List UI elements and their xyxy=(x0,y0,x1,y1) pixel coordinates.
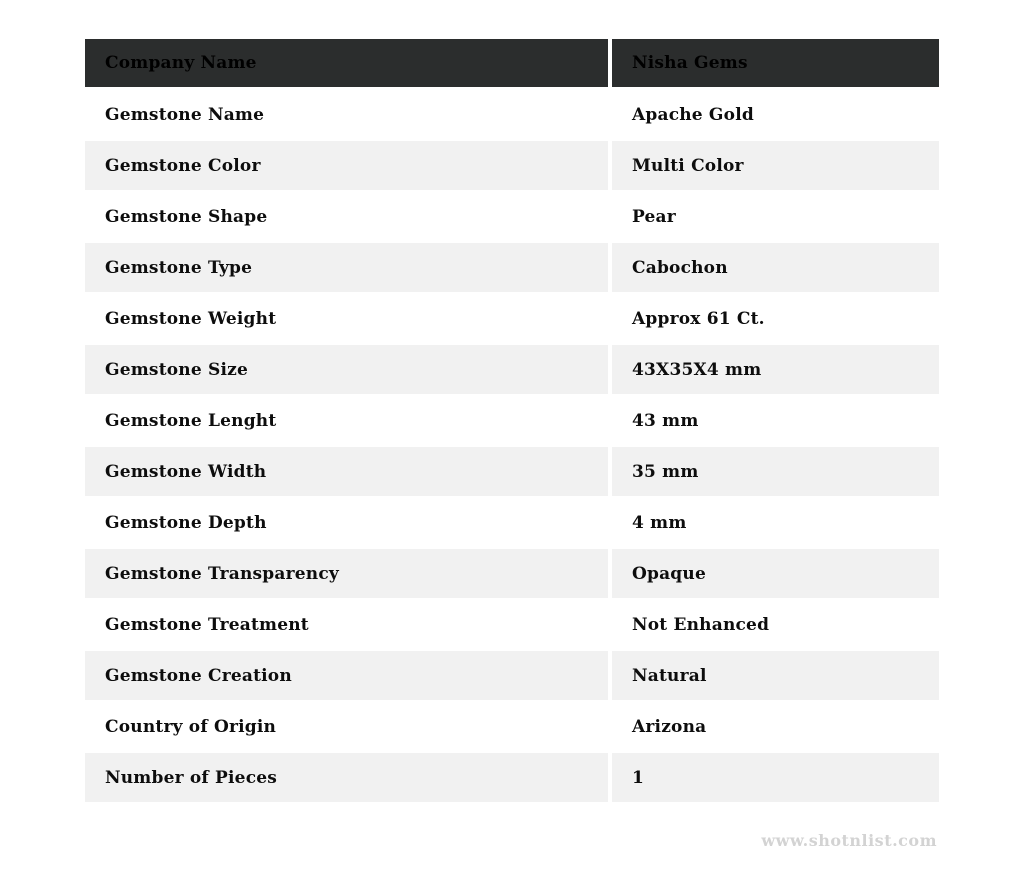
spec-value: Opaque xyxy=(632,563,706,584)
table-row xyxy=(85,396,939,447)
spec-value: 35 mm xyxy=(632,461,699,482)
spec-value: Cabochon xyxy=(632,257,728,278)
table-header-row xyxy=(85,39,939,90)
table-row xyxy=(85,141,939,192)
watermark-text: www.shotnlist.com xyxy=(761,831,937,850)
spec-key: Gemstone Color xyxy=(85,141,612,190)
spec-key: Country of Origin xyxy=(85,702,612,751)
table-row xyxy=(85,549,939,600)
spec-key: Gemstone Creation xyxy=(85,651,612,700)
spec-value: Pear xyxy=(632,206,676,227)
spec-value: 4 mm xyxy=(632,512,687,533)
table-row xyxy=(85,651,939,702)
spec-key: Gemstone Name xyxy=(85,90,612,139)
spec-key: Gemstone Width xyxy=(85,447,612,496)
table-row xyxy=(85,447,939,498)
spec-value: Natural xyxy=(632,665,707,686)
spec-key: Gemstone Lenght xyxy=(85,396,612,445)
table-row xyxy=(85,498,939,549)
spec-key: Gemstone Type xyxy=(85,243,612,292)
table-row xyxy=(85,753,939,804)
spec-key: Number of Pieces xyxy=(85,753,612,802)
table-row xyxy=(85,600,939,651)
spec-value: 43 mm xyxy=(632,410,699,431)
table-row xyxy=(85,90,939,141)
spec-value: Multi Color xyxy=(632,155,744,176)
spec-key: Gemstone Weight xyxy=(85,294,612,343)
header-key-cell: Company Name xyxy=(85,39,612,87)
spec-value: Arizona xyxy=(632,716,707,737)
header-value-cell: Nisha Gems xyxy=(632,53,748,73)
spec-key: Gemstone Size xyxy=(85,345,612,394)
table-row xyxy=(85,192,939,243)
spec-value: Approx 61 Ct. xyxy=(632,308,765,329)
spec-key: Gemstone Depth xyxy=(85,498,612,547)
spec-key: Gemstone Shape xyxy=(85,192,612,241)
spec-value: 43X35X4 mm xyxy=(632,359,762,380)
spec-value: 1 xyxy=(632,767,645,788)
gemstone-spec-table xyxy=(85,39,939,804)
table-row xyxy=(85,294,939,345)
table-row xyxy=(85,345,939,396)
table-row xyxy=(85,702,939,753)
spec-key: Gemstone Transparency xyxy=(85,549,612,598)
spec-value: Not Enhanced xyxy=(632,614,770,635)
spec-value: Apache Gold xyxy=(632,104,754,125)
table-row xyxy=(85,243,939,294)
spec-key: Gemstone Treatment xyxy=(85,600,612,649)
